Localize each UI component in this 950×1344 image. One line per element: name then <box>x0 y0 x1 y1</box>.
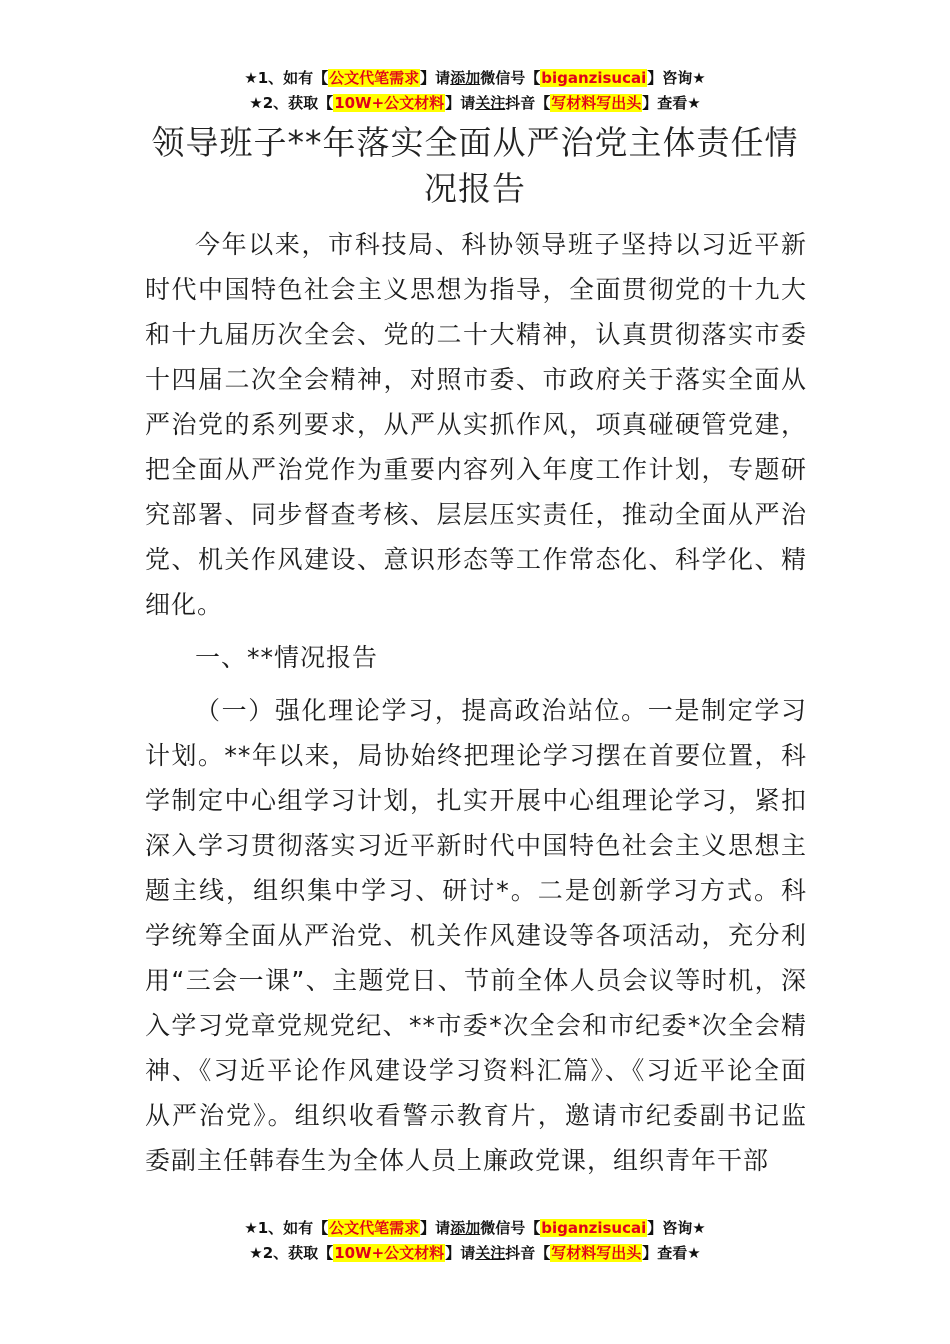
promo-highlight: 写材料写出头 <box>551 94 642 112</box>
promo-highlight: 10W+公文材料 <box>334 94 445 112</box>
promo-text: 】查看★ <box>642 1244 701 1262</box>
promo-highlight: biganzisucai <box>541 1219 647 1237</box>
promo-banner-bottom <box>0 1216 950 1266</box>
promo-highlight: 公文代笔需求 <box>329 1219 420 1237</box>
promo-line-1 <box>0 1216 950 1241</box>
promo-text: 抖音【 <box>505 94 551 112</box>
promo-underline: 关注 <box>475 1244 506 1262</box>
promo-underline: 添加 <box>450 69 481 87</box>
subsection-paragraph: （一）强化理论学习，提高政治站位。一是制定学习计划。**年以来，局协始终把理论学习摆在首要位置，科学制定中心组学习计划，扎实开展中心组理论学习，紧扣深入学习贯彻落实习近平新时代中国特色社会主义思想主题主线，组织集中学习、研讨*。二是创新学习方式。科学统筹全面从严治党、机关作风建设等各项活动，充分利用“三会一课”、主题党日、节前全体人员会议等时机，深入学习党章党规党纪、**市委*次全会和市纪委*次全会精神、《习近平论作风建设学习资料汇篇》、《习近平论全面从严治党》。组织收看警示教育片，邀请市纪委副书记监委副主任韩春生为全体人员上廉政党课，组织青年干部 <box>145 696 807 1175</box>
promo-text: ★1、如有【 <box>244 69 329 87</box>
promo-underline: 添加 <box>450 1219 481 1237</box>
promo-highlight: 10W+公文材料 <box>334 1244 445 1262</box>
promo-line-2 <box>0 91 950 116</box>
promo-text: 微信号【 <box>480 69 541 87</box>
intro-paragraph: 今年以来，市科技局、科协领导班子坚持以习近平新时代中国特色社会主义思想为指导，全面贯彻党的十九大和十九届历次全会、党的二十大精神，认真贯彻落实市委十四届二次全会精神，对照市委、市政府关于落实全面从严治党的系列要求，从严从实抓作风，项真碰硬管党建，把全面从严治党作为重要内容列入年度工作计划，专题研究部署、同步督查考核、层层压实责任，推动全面从严治党、机关作风建设、意识形态等工作常态化、科学化、精细化。 <box>145 230 807 619</box>
promo-highlight: biganzisucai <box>541 69 647 87</box>
document-body <box>145 222 807 1183</box>
document-title: 领导班子**年落实全面从严治党主体责任情况报告 <box>151 123 799 208</box>
promo-text: 】请 <box>420 69 451 87</box>
promo-highlight: 写材料写出头 <box>551 1244 642 1262</box>
promo-text: 】查看★ <box>642 94 701 112</box>
promo-text: 】请 <box>420 1219 451 1237</box>
promo-text: 】咨询★ <box>647 69 706 87</box>
promo-underline: 关注 <box>475 94 506 112</box>
promo-text: 抖音【 <box>505 1244 551 1262</box>
promo-text: 】咨询★ <box>647 1219 706 1237</box>
promo-banner-top <box>0 66 950 116</box>
promo-line-1 <box>0 66 950 91</box>
promo-highlight: 公文代笔需求 <box>329 69 420 87</box>
promo-text: 】请 <box>445 94 476 112</box>
promo-text: ★2、获取【 <box>249 1244 334 1262</box>
promo-text: ★1、如有【 <box>244 1219 329 1237</box>
promo-text: 】请 <box>445 1244 476 1262</box>
promo-text: ★2、获取【 <box>249 94 334 112</box>
promo-text: 微信号【 <box>480 1219 541 1237</box>
promo-line-2 <box>0 1241 950 1266</box>
section-heading: 一、**情况报告 <box>195 643 379 672</box>
